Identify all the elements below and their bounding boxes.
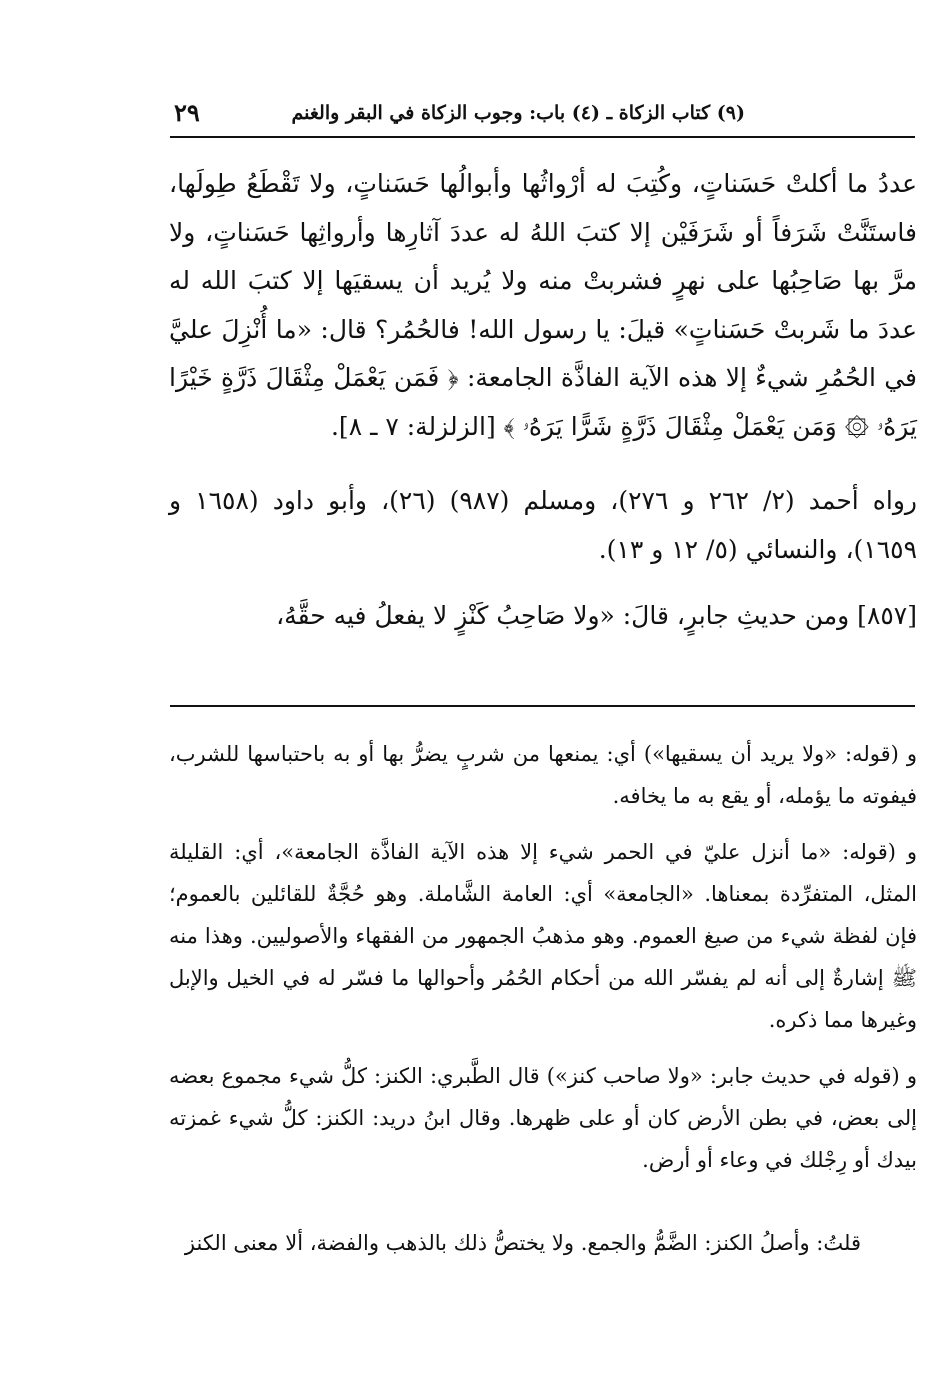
commentary-notes [169, 733, 917, 1195]
note-paragraph: و (قوله: «ولا يريد أن يسقيها») أي: يمنعها من شربٍ يضرُّ بها أو به باحتباسها للشرب، فيفوته ما يؤمله، أو يقع به ما يخافه. [169, 742, 917, 808]
next-hadith-paragraph: [٨٥٧] ومن حديثِ جابرٍ، قالَ: «ولا صَاحِبُ كَنْزٍ لا يفعلُ فيه حقَّهُ، [276, 601, 917, 630]
page-header [170, 96, 915, 138]
main-text [169, 160, 917, 641]
footnote-divider [170, 705, 915, 707]
page-number: ٢٩ [174, 98, 200, 127]
hadith-paragraph: عددُ ما أكلتْ حَسَناتٍ، وكُتِبَ له أرْواثُها وأبوالُها حَسَناتٍ، ولا تَقْطَعُ طِولَها، فاستَنَّتْ شَرَفاً أو شَرَفَيْن إلا كتبَ اللهُ له عددَ آثارِها وأرواثِها حَسَناتٍ، ولا مرَّ بها صَاحِبُها على نهرٍ فشربتْ منه ولا يُريد أن يسقيَها إلا كتبَ الله له عددَ ما شَربتْ حَسَناتٍ» قيلَ: يا رسول الله! فالحُمُر؟ قال: «ما أُنْزِلَ عليَّ في الحُمُرِ شيءٌ إلا هذه الآية الفاذَّة الجامعة: ﴿ فَمَن يَعْمَلْ مِثْقَالَ ذَرَّةٍ خَيْرًا يَرَهُۥ ۞ وَمَن يَعْمَلْ مِثْقَالَ ذَرَّةٍ شَرًّا يَرَهُۥ ﴾ [الزلزلة: ٧ ـ ٨]. [169, 169, 917, 441]
note-paragraph: و (قوله في حديث جابر: «ولا صاحب كنز») قال الطَّبري: الكنز: كلُّ شيء مجموع بعضه إلى بعض، في بطن الأرض كان أو على ظهرها. وقال ابنُ دريد: الكنز: كلُّ شيء غمزته بيدك أو رِجْلك في وعاء أو أرض. [169, 1064, 917, 1172]
note-paragraph: و (قوله: «ما أنزل عليّ في الحمر شيء إلا هذه الآية الفاذَّة الجامعة»، أي: القليلة المثل، المتفرِّدة بمعناها. «الجامعة» أي: العامة الشَّاملة. وهو حُجَّةٌ للقائلين بالعموم؛ فإن لفظة شيء من صيغ العموم. وهو مذهبُ الجمهور من الفقهاء والأصوليين. وهذا منه ﷺ إشارةٌ إلى أنه لم يفسّر الله من أحكام الحُمُر وأحوالها ما فسّر له في الخيل والإبل وغيرها مما ذكره. [169, 840, 917, 1032]
note-last-line: قلتُ: وأصلُ الكنز: الضَّمُّ والجمع. ولا يختصُّ ذلك بالذهب والفضة، ألا معنى الكنز [184, 1231, 861, 1255]
chapter-title: (٩) كتاب الزكاة ـ (٤) باب: وجوب الزكاة في البقر والغنم [291, 102, 745, 124]
takhrij-paragraph: رواه أحمد (٢/ ٢٦٢ و ٢٧٦)، ومسلم (٩٨٧) (٢٦)، وأبو داود (١٦٥٨ و ١٦٥٩)، والنسائي (٥/ ١٢ و ١٣). [169, 486, 917, 564]
